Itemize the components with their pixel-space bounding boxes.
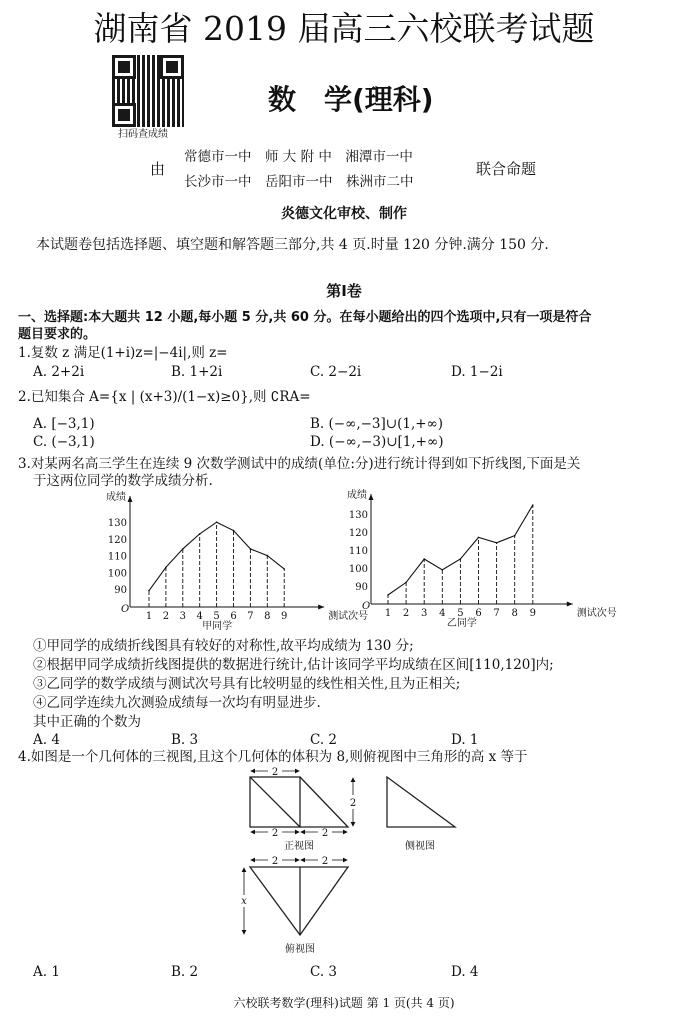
q3-option-d: D. 1	[451, 732, 479, 748]
intro: 本试题卷包括选择题、填空题和解答题三部分,共 4 页.时量 120 分钟.满分 150 分.	[36, 237, 549, 253]
x-tick-label: 4	[439, 608, 446, 619]
dim-top-right: 2	[321, 856, 329, 867]
by-label: 由	[150, 160, 166, 178]
y-tick-label: 130	[348, 510, 368, 521]
q4-option-c: C. 3	[310, 964, 338, 980]
x-tick-label: 2	[402, 608, 410, 619]
x-tick-label: 6	[475, 608, 482, 619]
q3-ask: 其中正确的个数为	[33, 714, 141, 730]
q3-statement-1: ①甲同学的成绩折线图具有较好的对称性,故平均成绩为 130 分;	[33, 638, 414, 654]
y-axis-label: 成绩	[347, 490, 367, 501]
x-tick-label: 9	[529, 608, 536, 619]
x-tick-label: 9	[281, 611, 288, 622]
front-view-triangle	[300, 777, 348, 827]
chart-title: 甲同学	[202, 621, 233, 632]
q3-statement-4: ④乙同学连续九次测验成绩每一次均有明显进步.	[33, 695, 321, 711]
y-tick-label: 90	[114, 585, 127, 596]
front-view-label: 正视图	[284, 841, 314, 852]
x-tick-label: 6	[230, 611, 237, 622]
qr-caption: 扫码查成绩	[118, 129, 168, 140]
q1-option-c: C. 2−2i	[310, 364, 362, 380]
side-view-triangle	[387, 777, 455, 827]
front-view-diagonal	[250, 777, 300, 827]
x-tick-label: 7	[247, 611, 254, 622]
x-tick-label: 1	[145, 611, 153, 622]
q3-option-c: C. 2	[310, 732, 338, 748]
x-tick-label: 2	[162, 611, 170, 622]
y-tick-label: 100	[348, 564, 368, 575]
x-tick-label: 8	[511, 608, 518, 619]
top-view-triangle	[250, 867, 348, 935]
q4-option-b: B. 2	[171, 964, 199, 980]
x-tick-label: 8	[264, 611, 271, 622]
q2-stem: 2.已知集合 A={x | (x+3)/(1−x)≥0},则 ∁RA=	[18, 389, 311, 405]
q1-option-d: D. 1−2i	[451, 364, 503, 380]
y-tick-label: 110	[107, 551, 127, 563]
dim-front-bottom-right: 2	[321, 828, 329, 839]
q3-stem-2: 于这两位同学的数学成绩分析.	[33, 473, 213, 489]
q2-option-b: B. (−∞,−3]∪(1,+∞)	[310, 416, 444, 432]
joint-label: 联合命题	[476, 160, 537, 178]
schools-row-2: 长沙市一中 岳阳市一中 株洲市二中	[184, 174, 414, 190]
y-axis-label: 成绩	[106, 492, 126, 503]
volume-heading: 第Ⅰ卷	[326, 282, 362, 300]
section-heading-2: 题目要求的。	[18, 327, 97, 342]
q1-option-b: B. 1+2i	[171, 364, 223, 380]
top-view-label: 俯视图	[285, 944, 315, 955]
subject-title: 数 学(理科)	[268, 83, 434, 116]
y-tick-label: 110	[348, 546, 368, 557]
q1-option-a: A. 2+2i	[33, 364, 85, 380]
q3-statement-3: ③乙同学的数学成绩与测试次号具有比较明显的线性相关性,且为正相关;	[33, 676, 461, 692]
dim-front-bottom-left: 2	[271, 828, 279, 839]
y-tick-label: 120	[107, 534, 127, 546]
dim-front-top: 2	[271, 767, 279, 778]
x-tick-label: 4	[196, 611, 203, 622]
x-tick-label: 3	[179, 611, 186, 622]
chart-title: 乙同学	[446, 618, 477, 629]
y-tick-label: 90	[355, 582, 368, 593]
x-tick-label: 7	[493, 608, 500, 619]
reviewer: 炎德文化审校、制作	[281, 206, 407, 222]
q4-option-a: A. 1	[33, 964, 60, 980]
y-tick-label: 120	[348, 528, 368, 539]
origin-label: O	[121, 604, 130, 615]
dim-front-height: 2	[349, 798, 357, 809]
x-tick-label: 5	[457, 608, 464, 619]
q3-stem-1: 3.对某两名高三学生在连续 9 次数学测试中的成绩(单位:分)进行统计得到如下折线图,下面是关	[18, 456, 581, 472]
q4-stem: 4.如图是一个几何体的三视图,且这个几何体的体积为 8,则俯视图中三角形的高 x 等于	[18, 749, 528, 765]
x-axis-label: 测试次号	[576, 608, 617, 619]
dim-top-x: x	[241, 896, 247, 907]
page-footer: 六校联考数学(理科)试题 第 1 页(共 4 页)	[233, 996, 455, 1010]
dim-top-left: 2	[271, 856, 279, 867]
schools-row-1: 常德市一中 师 大 附 中 湘潭市一中	[184, 149, 413, 165]
x-axis-label: 测试次号	[328, 611, 369, 622]
q2-option-c: C. (−3,1)	[33, 434, 95, 450]
q3-option-a: A. 4	[33, 732, 60, 748]
origin-label: O	[362, 601, 371, 612]
y-tick-label: 100	[107, 568, 127, 580]
section-heading-1: 一、选择题:本大题共 12 小题,每小题 5 分,共 60 分。在每小题给出的四个选项中,只有一项是符合	[18, 310, 592, 325]
side-view-label: 侧视图	[405, 841, 435, 852]
q1-stem: 1.复数 z 满足(1+i)z=|−4i|,则 z=	[18, 345, 228, 361]
x-tick-label: 3	[421, 608, 428, 619]
x-tick-label: 1	[384, 608, 392, 619]
y-tick-label: 130	[107, 518, 127, 530]
q3-statement-2: ②根据甲同学成绩折线图提供的数据进行统计,估计该同学平均成绩在区间[110,120]内;	[33, 657, 554, 673]
q3-option-b: B. 3	[171, 732, 199, 748]
x-tick-label: 5	[213, 611, 220, 622]
q2-option-d: D. (−∞,−3)∪[1,+∞)	[310, 434, 444, 450]
q4-option-d: D. 4	[451, 964, 479, 980]
q2-option-a: A. [−3,1)	[33, 416, 95, 432]
exam-title: 湖南省 2019 届高三六校联考试题	[93, 9, 595, 48]
